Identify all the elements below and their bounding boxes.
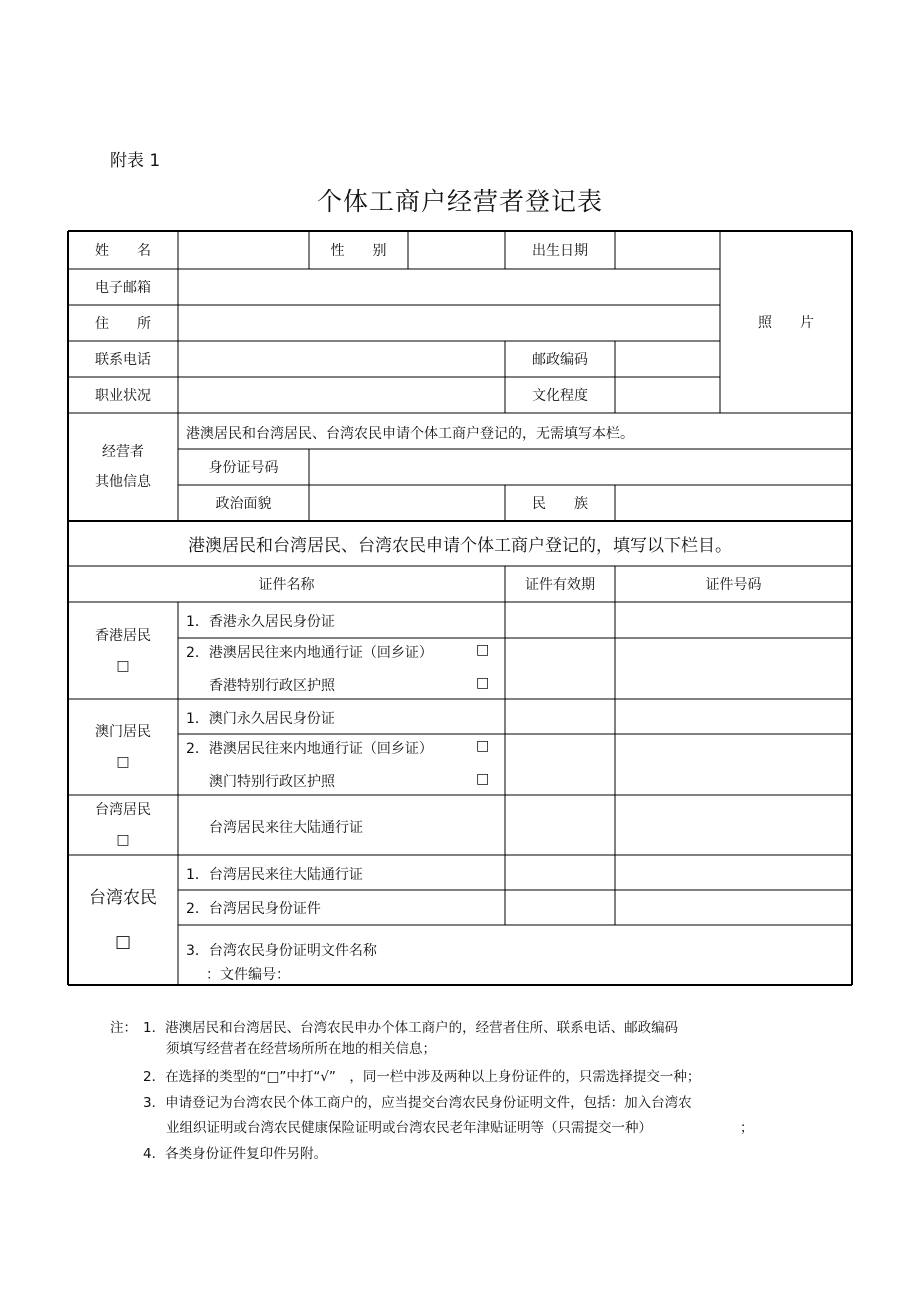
farmer-cert-item-2: 2．台湾居民身份证件 <box>186 901 321 917</box>
taiwan-farmer-label: 台湾农民 <box>89 888 157 908</box>
macau-cert-item-2-checkbox[interactable]: □ <box>476 738 490 754</box>
macau-cert-item-2b-checkbox[interactable]: □ <box>476 771 490 787</box>
address-label: 住 所 <box>95 316 151 332</box>
macau-resident-checkbox[interactable]: □ <box>116 754 130 770</box>
hk-macau-taiwan-banner: 港澳居民和台湾居民、台湾农民申请个体工商户登记的，填写以下栏目。 <box>188 536 732 556</box>
email-field[interactable] <box>178 269 720 305</box>
hk-resident-checkbox[interactable]: □ <box>116 657 130 674</box>
macau-cert-item-2b: 澳门特别行政区护照 <box>209 774 335 790</box>
hk-cert-item-2b: 香港特别行政区护照 <box>209 678 335 694</box>
taiwan-resident-label: 台湾居民 <box>95 802 151 818</box>
other-info-note: 港澳居民和台湾居民、台湾农民申请个体工商户登记的，无需填写本栏。 <box>186 426 634 442</box>
id-number-label: 身份证号码 <box>208 460 279 476</box>
phone-label: 联系电话 <box>95 352 151 368</box>
ethnicity-field[interactable] <box>615 485 852 521</box>
photo-box[interactable]: 照 片 <box>758 315 814 331</box>
cert-validity-header: 证件有效期 <box>525 577 595 593</box>
other-info-label-line2: 其他信息 <box>95 474 151 490</box>
note-3-semicolon: ； <box>740 1120 754 1136</box>
notes-prefix: 注： <box>110 1020 137 1036</box>
taiwan-farmer-checkbox[interactable]: □ <box>114 932 132 952</box>
political-status-field[interactable] <box>309 485 505 521</box>
hk-cert-item-2: 2．港澳居民往来内地通行证（回乡证） <box>186 645 433 661</box>
taiwan-resident-category <box>68 795 178 855</box>
birth-date-label: 出生日期 <box>532 243 588 259</box>
macau-resident-label: 澳门居民 <box>95 724 151 740</box>
address-field[interactable] <box>178 305 720 341</box>
note-3-line-2: 业组织证明或台湾农民健康保险证明或台湾农民老年津贴证明等（只需提交一种） <box>166 1120 652 1136</box>
hk-cert-item-2b-checkbox[interactable]: □ <box>476 675 490 691</box>
hk-cert-item-1: 1．香港永久居民身份证 <box>186 614 335 630</box>
ethnicity-label: 民 族 <box>532 496 588 512</box>
postcode-field[interactable] <box>615 341 720 377</box>
farmer-cert-item-3-file-number: ：文件编号： <box>206 967 290 983</box>
gender-label: 性 别 <box>330 243 387 259</box>
phone-field[interactable] <box>178 341 505 377</box>
other-info-label <box>68 413 178 521</box>
gender-field[interactable] <box>408 231 505 269</box>
macau-cert-item-2: 2．港澳居民往来内地通行证（回乡证） <box>186 741 433 757</box>
note-1-line-2: 须填写经营者在经营场所所在地的相关信息； <box>166 1041 436 1057</box>
taiwan-resident-checkbox[interactable]: □ <box>116 832 130 848</box>
form-title: 个体工商户经营者登记表 <box>316 187 603 216</box>
political-status-label: 政治面貌 <box>215 496 272 512</box>
cert-name-header: 证件名称 <box>258 577 315 593</box>
education-field[interactable] <box>615 377 720 413</box>
job-status-field[interactable] <box>178 377 505 413</box>
name-label: 姓 名 <box>95 243 151 259</box>
attachment-label: 附表 1 <box>110 151 161 171</box>
hk-resident-category <box>68 602 178 699</box>
email-label: 电子邮箱 <box>95 280 151 296</box>
hk-resident-label: 香港居民 <box>95 627 151 644</box>
id-number-field[interactable] <box>309 449 852 485</box>
birth-date-field[interactable] <box>615 231 720 269</box>
education-label: 文化程度 <box>532 388 588 404</box>
note-3-line-1: 3．申请登记为台湾农民个体工商户的，应当提交台湾农民身份证明文件，包括：加入台湾农 <box>143 1095 692 1111</box>
note-4: 4．各类身份证件复印件另附。 <box>143 1146 328 1162</box>
name-field[interactable] <box>178 231 309 269</box>
note-1-line-1: 1．港澳居民和台湾居民、台湾农民申办个体工商户的，经营者住所、联系电话、邮政编码 <box>143 1020 679 1036</box>
farmer-cert-item-1: 1．台湾居民来往大陆通行证 <box>186 867 363 883</box>
farmer-cert-item-3: 3．台湾农民身份证明文件名称 <box>186 943 377 959</box>
macau-resident-category <box>68 699 178 795</box>
taiwan-cert-item-1: 台湾居民来往大陆通行证 <box>209 820 363 836</box>
hk-cert-item-2-checkbox[interactable]: □ <box>476 642 490 658</box>
other-info-label-line1: 经营者 <box>102 444 144 460</box>
taiwan-farmer-category <box>68 855 178 985</box>
note-2: 2．在选择的类型的“□”中打“√” ，同一栏中涉及两种以上身份证件的，只需选择提交一种； <box>143 1069 701 1085</box>
postcode-label: 邮政编码 <box>532 352 588 368</box>
cert-number-header: 证件号码 <box>705 577 762 593</box>
macau-cert-item-1: 1．澳门永久居民身份证 <box>186 711 335 727</box>
job-status-label: 职业状况 <box>95 388 151 404</box>
